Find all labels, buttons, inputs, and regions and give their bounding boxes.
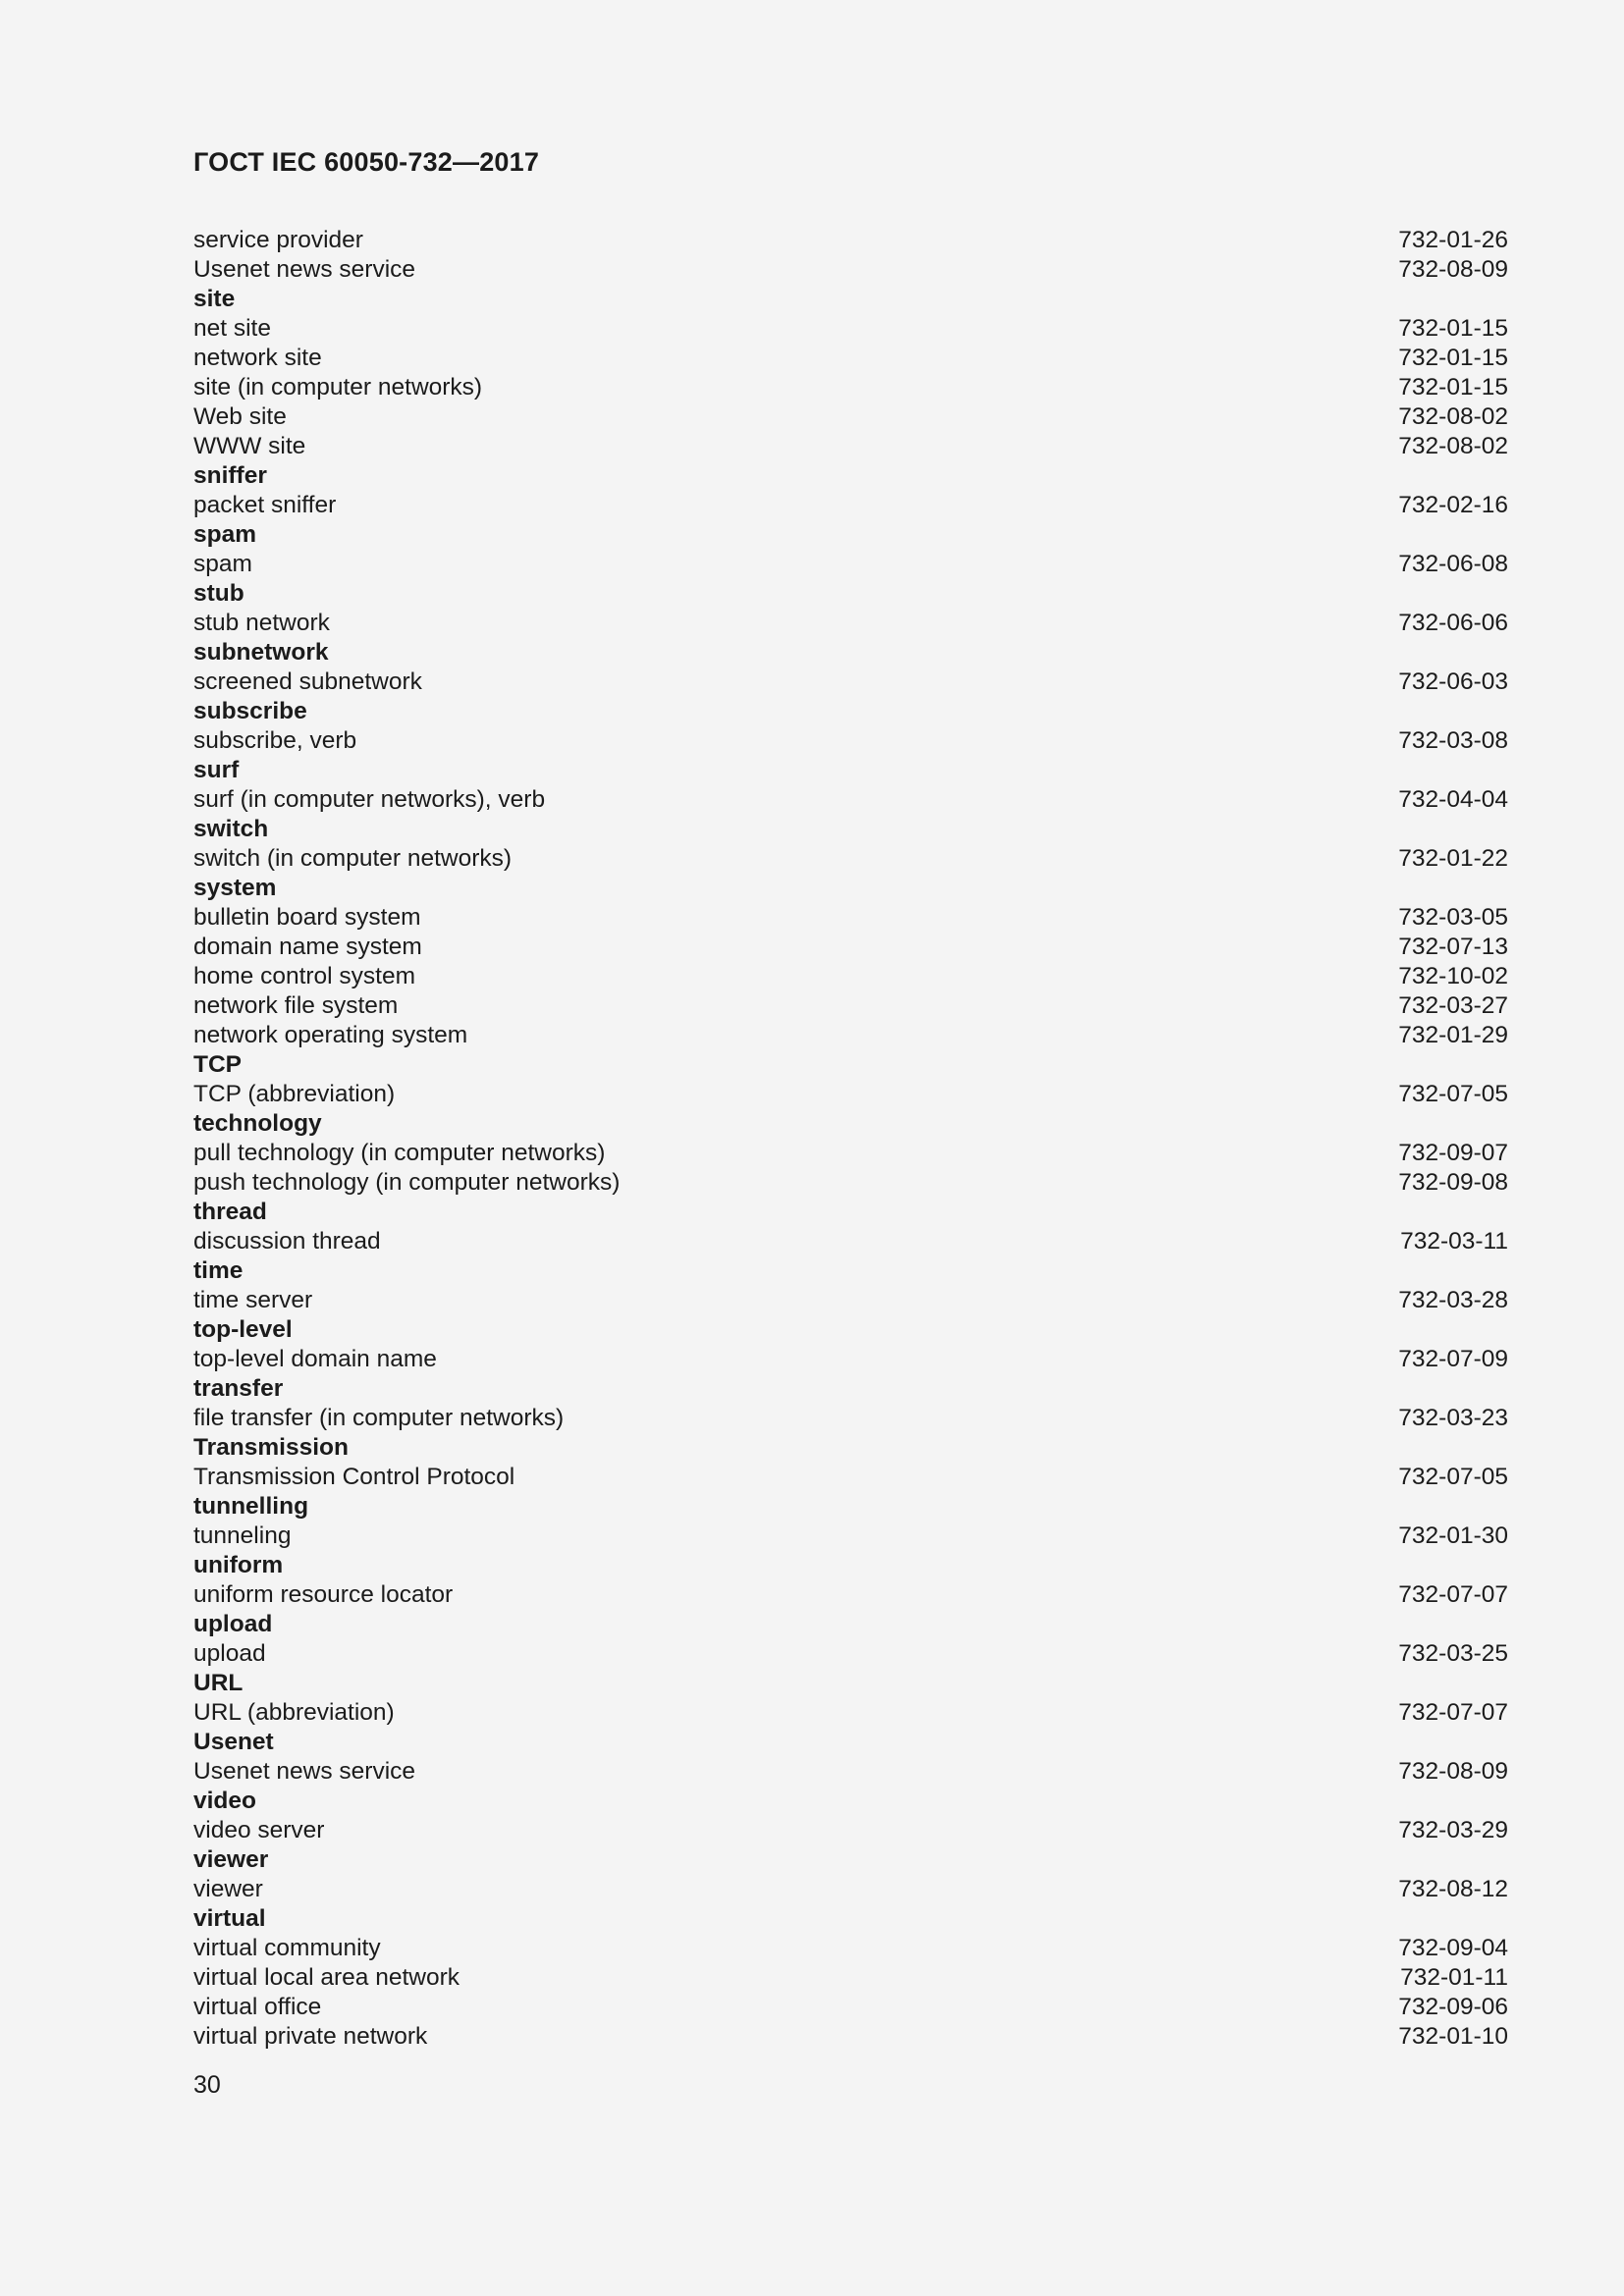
term-reference-number: 732-07-05 xyxy=(1398,1081,1508,1107)
index-heading-row xyxy=(193,1492,1508,1522)
index-entry-row xyxy=(193,1875,1508,1904)
index-heading-row xyxy=(193,1433,1508,1463)
index-entry-row xyxy=(193,1522,1508,1551)
term-reference-number: 732-01-26 xyxy=(1398,227,1508,253)
index-term: virtual community xyxy=(193,1935,381,1961)
index-entry-row xyxy=(193,1168,1508,1198)
index-entry-row xyxy=(193,903,1508,933)
index-heading-row xyxy=(193,1374,1508,1404)
index-term: home control system xyxy=(193,963,416,989)
term-reference-number: 732-01-29 xyxy=(1398,1022,1508,1048)
term-reference-number: 732-01-15 xyxy=(1398,315,1508,342)
index-entry-row xyxy=(193,314,1508,344)
term-reference-number: 732-01-10 xyxy=(1398,2023,1508,2050)
index-heading-term: Usenet xyxy=(193,1729,274,1755)
term-reference-number: 732-07-13 xyxy=(1398,934,1508,960)
index-entry-row xyxy=(193,1286,1508,1315)
index-heading-row xyxy=(193,756,1508,785)
index-heading-row xyxy=(193,1904,1508,1934)
term-reference-number: 732-03-11 xyxy=(1400,1228,1508,1255)
index-heading-term: uniform xyxy=(193,1552,284,1578)
term-reference-number: 732-06-03 xyxy=(1398,668,1508,695)
index-heading-term: technology xyxy=(193,1110,322,1137)
index-heading-row xyxy=(193,874,1508,903)
term-reference-number: 732-06-06 xyxy=(1398,610,1508,636)
index-term: virtual local area network xyxy=(193,1964,460,1991)
index-entry-row xyxy=(193,1139,1508,1168)
index-term: URL (abbreviation) xyxy=(193,1699,395,1726)
index-heading-row xyxy=(193,1109,1508,1139)
term-reference-number: 732-09-06 xyxy=(1398,1994,1508,2020)
page-number: 30 xyxy=(193,2071,221,2099)
index-term: WWW site xyxy=(193,433,306,459)
index-entry-row xyxy=(193,726,1508,756)
index-entry-row xyxy=(193,550,1508,579)
index-term: time server xyxy=(193,1287,313,1313)
index-entry-row xyxy=(193,844,1508,874)
term-reference-number: 732-01-22 xyxy=(1398,845,1508,872)
index-heading-row xyxy=(193,1315,1508,1345)
index-term: Transmission Control Protocol xyxy=(193,1464,515,1490)
index-heading-term: upload xyxy=(193,1611,273,1637)
index-heading-term: TCP xyxy=(193,1051,242,1078)
term-reference-number: 732-07-07 xyxy=(1398,1581,1508,1608)
term-reference-number: 732-04-04 xyxy=(1398,786,1508,813)
index-heading-term: system xyxy=(193,875,277,901)
index-heading-row xyxy=(193,1845,1508,1875)
index-heading-row xyxy=(193,638,1508,667)
index-entry-row xyxy=(193,491,1508,520)
term-reference-number: 732-07-09 xyxy=(1398,1346,1508,1372)
index-heading-row xyxy=(193,579,1508,609)
index-term: net site xyxy=(193,315,271,342)
term-reference-number: 732-02-16 xyxy=(1398,492,1508,518)
index-entry-row xyxy=(193,1463,1508,1492)
index-entry-row xyxy=(193,255,1508,285)
index-heading-term: stub xyxy=(193,580,244,607)
index-term: spam xyxy=(193,551,252,577)
index-entry-row xyxy=(193,1963,1508,1993)
term-reference-number: 732-01-15 xyxy=(1398,374,1508,400)
index-heading-row xyxy=(193,1669,1508,1698)
term-reference-number: 732-09-07 xyxy=(1398,1140,1508,1166)
index-term: subscribe, verb xyxy=(193,727,357,754)
index-term: network site xyxy=(193,345,322,371)
index-term: TCP (abbreviation) xyxy=(193,1081,396,1107)
index-term: Usenet news service xyxy=(193,1758,416,1785)
term-reference-number: 732-08-09 xyxy=(1398,1758,1508,1785)
term-reference-number: 732-03-29 xyxy=(1398,1817,1508,1843)
term-reference-number: 732-10-02 xyxy=(1398,963,1508,989)
term-reference-number: 732-08-02 xyxy=(1398,433,1508,459)
index-entry-row xyxy=(193,991,1508,1021)
index-heading-term: viewer xyxy=(193,1846,269,1873)
index-term: bulletin board system xyxy=(193,904,421,931)
term-reference-number: 732-01-15 xyxy=(1398,345,1508,371)
index-heading-term: Transmission xyxy=(193,1434,349,1461)
term-reference-number: 732-08-02 xyxy=(1398,403,1508,430)
index-heading-row xyxy=(193,1728,1508,1757)
term-reference-number: 732-03-25 xyxy=(1398,1640,1508,1667)
term-reference-number: 732-08-09 xyxy=(1398,256,1508,283)
index-entry-row xyxy=(193,402,1508,432)
index-entry-row xyxy=(193,933,1508,962)
index-entry-row xyxy=(193,609,1508,638)
index-term: stub network xyxy=(193,610,330,636)
index-term: service provider xyxy=(193,227,363,253)
index-heading-term: thread xyxy=(193,1199,267,1225)
index-heading-row xyxy=(193,461,1508,491)
index-entry-row xyxy=(193,432,1508,461)
document-header: ГОСТ IEC 60050-732—2017 xyxy=(193,147,540,177)
index-term: switch (in computer networks) xyxy=(193,845,513,872)
index-heading-term: virtual xyxy=(193,1905,266,1932)
index-term: discussion thread xyxy=(193,1228,381,1255)
index-heading-term: site xyxy=(193,286,236,312)
index-entry-row xyxy=(193,1404,1508,1433)
index-entry-row xyxy=(193,1080,1508,1109)
index-entry-row xyxy=(193,785,1508,815)
term-reference-number: 732-08-12 xyxy=(1398,1876,1508,1902)
index-heading-term: switch xyxy=(193,816,269,842)
index-heading-term: top-level xyxy=(193,1316,293,1343)
index-entry-row xyxy=(193,226,1508,255)
index-heading-term: spam xyxy=(193,521,257,548)
term-reference-number: 732-03-05 xyxy=(1398,904,1508,931)
term-reference-number: 732-03-28 xyxy=(1398,1287,1508,1313)
index-entry-row xyxy=(193,373,1508,402)
index-entry-row xyxy=(193,1993,1508,2022)
index-heading-term: URL xyxy=(193,1670,244,1696)
index-term: Web site xyxy=(193,403,287,430)
index-heading-row xyxy=(193,1198,1508,1227)
index-term: pull technology (in computer networks) xyxy=(193,1140,606,1166)
index-term: packet sniffer xyxy=(193,492,337,518)
term-reference-number: 732-07-07 xyxy=(1398,1699,1508,1726)
index-term: site (in computer networks) xyxy=(193,374,483,400)
index-entry-row xyxy=(193,1639,1508,1669)
index-heading-row xyxy=(193,1256,1508,1286)
term-reference-number: 732-03-27 xyxy=(1398,992,1508,1019)
term-reference-number: 732-03-23 xyxy=(1398,1405,1508,1431)
index-entry-row xyxy=(193,1021,1508,1050)
index-heading-row xyxy=(193,285,1508,314)
index-heading-term: sniffer xyxy=(193,462,267,489)
index-term: upload xyxy=(193,1640,266,1667)
index-entry-row xyxy=(193,344,1508,373)
term-reference-number: 732-01-30 xyxy=(1398,1522,1508,1549)
index-entry-row xyxy=(193,667,1508,697)
term-reference-number: 732-09-08 xyxy=(1398,1169,1508,1196)
index-entry-row xyxy=(193,1580,1508,1610)
index-heading-row xyxy=(193,815,1508,844)
term-reference-number: 732-03-08 xyxy=(1398,727,1508,754)
index-term: domain name system xyxy=(193,934,422,960)
index-term: virtual office xyxy=(193,1994,322,2020)
index-heading-term: transfer xyxy=(193,1375,284,1402)
index-entry-row xyxy=(193,1816,1508,1845)
index-heading-row xyxy=(193,520,1508,550)
index-heading-term: subscribe xyxy=(193,698,307,724)
index-term: push technology (in computer networks) xyxy=(193,1169,621,1196)
term-index-list xyxy=(193,226,1508,2052)
index-term: network operating system xyxy=(193,1022,468,1048)
index-entry-row xyxy=(193,1345,1508,1374)
index-term: Usenet news service xyxy=(193,256,416,283)
index-term: video server xyxy=(193,1817,325,1843)
index-term: tunneling xyxy=(193,1522,292,1549)
index-heading-row xyxy=(193,1551,1508,1580)
index-heading-term: subnetwork xyxy=(193,639,329,666)
index-term: uniform resource locator xyxy=(193,1581,454,1608)
index-term: viewer xyxy=(193,1876,263,1902)
index-entry-row xyxy=(193,1698,1508,1728)
index-heading-term: video xyxy=(193,1788,256,1814)
index-term: top-level domain name xyxy=(193,1346,437,1372)
term-reference-number: 732-07-05 xyxy=(1398,1464,1508,1490)
index-heading-row xyxy=(193,1787,1508,1816)
index-heading-row xyxy=(193,697,1508,726)
index-term: surf (in computer networks), verb xyxy=(193,786,546,813)
index-term: virtual private network xyxy=(193,2023,428,2050)
index-entry-row xyxy=(193,1757,1508,1787)
index-entry-row xyxy=(193,962,1508,991)
term-reference-number: 732-06-08 xyxy=(1398,551,1508,577)
index-heading-term: tunnelling xyxy=(193,1493,309,1520)
index-heading-term: time xyxy=(193,1257,244,1284)
index-term: file transfer (in computer networks) xyxy=(193,1405,565,1431)
term-reference-number: 732-01-11 xyxy=(1400,1964,1508,1991)
index-heading-term: surf xyxy=(193,757,240,783)
index-entry-row xyxy=(193,2022,1508,2052)
index-term: screened subnetwork xyxy=(193,668,422,695)
index-entry-row xyxy=(193,1934,1508,1963)
term-reference-number: 732-09-04 xyxy=(1398,1935,1508,1961)
index-heading-row xyxy=(193,1050,1508,1080)
index-entry-row xyxy=(193,1227,1508,1256)
index-heading-row xyxy=(193,1610,1508,1639)
index-term: network file system xyxy=(193,992,399,1019)
